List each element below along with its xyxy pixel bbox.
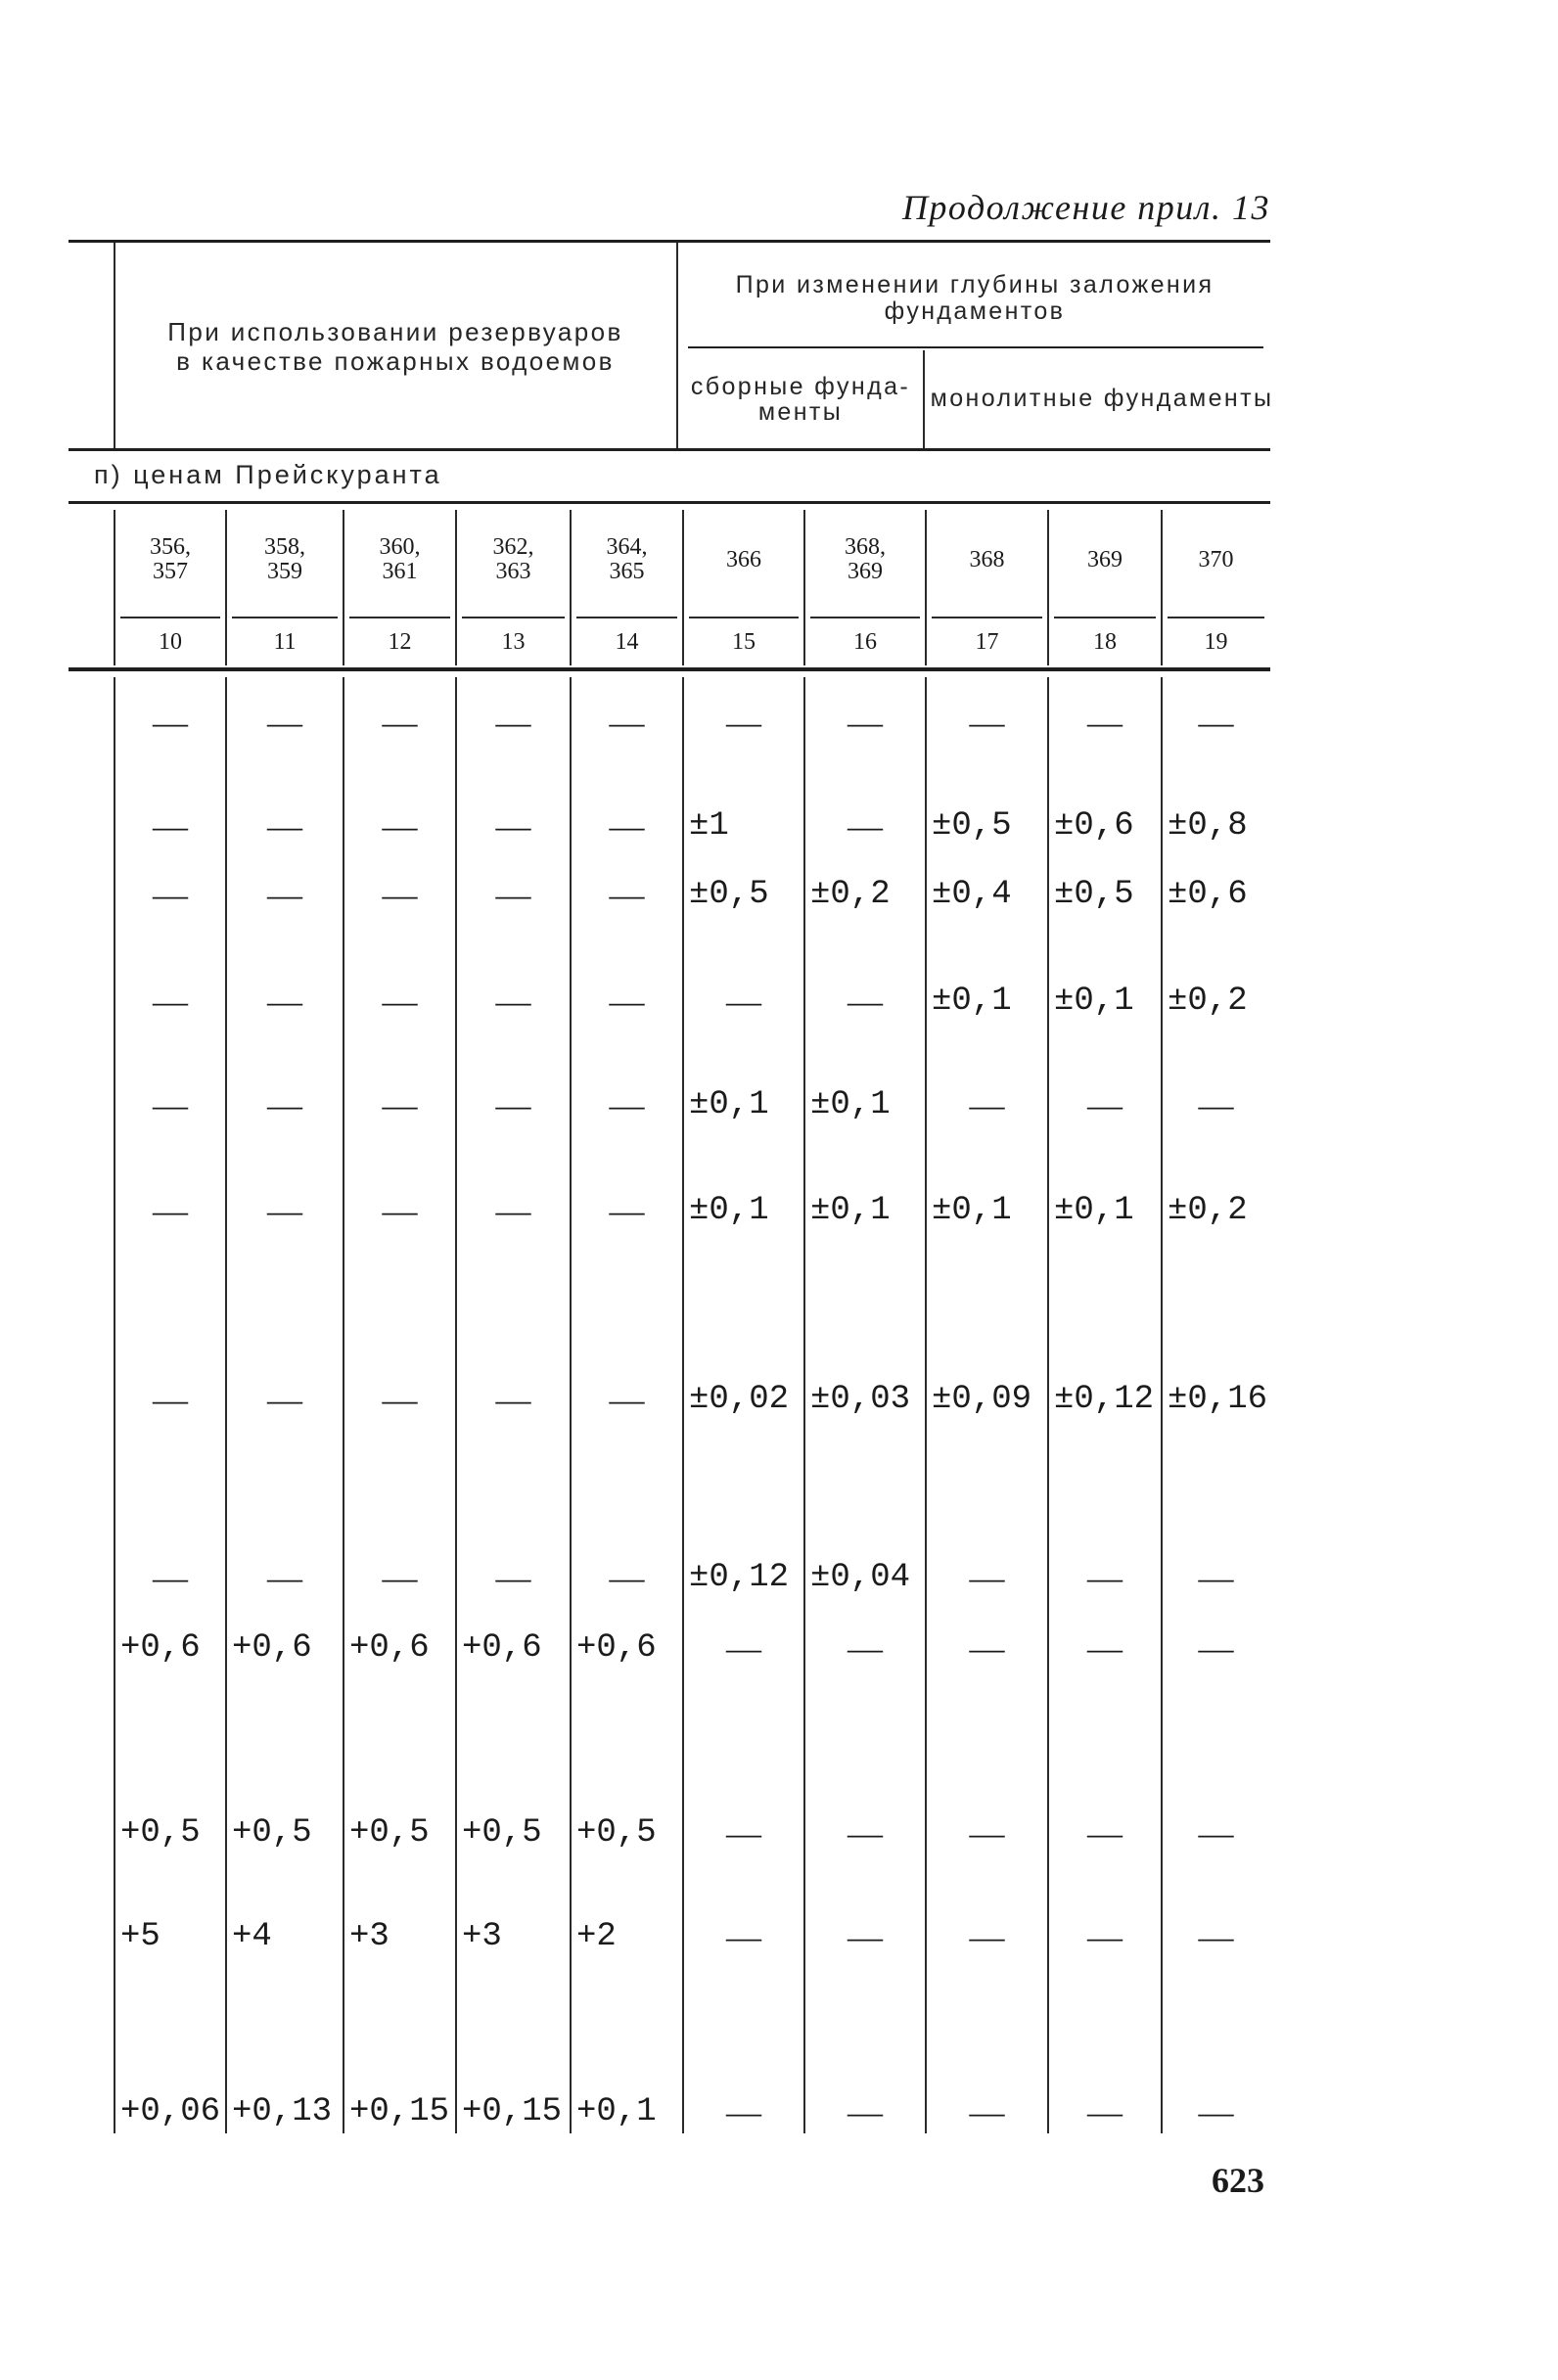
table-cell: — [1198,1628,1234,1668]
table-cell: — [969,1085,1005,1124]
table-cell: — [382,1380,418,1419]
continuation-title: Продолжение прил. 13 [901,188,1270,227]
table-cell: — [1198,1558,1234,1597]
table-cell: — [1087,1813,1123,1853]
column-underline [810,617,920,618]
column-underline [932,617,1042,618]
table-cell: — [153,1558,188,1597]
price-list-column-line: 366 [726,546,761,572]
table-cell: — [726,1813,761,1853]
table-row [115,1625,1270,1671]
table-cell: — [382,1085,418,1124]
column-number: 13 [501,629,526,655]
table-cell: — [969,1628,1005,1668]
table-cell: ±1 [689,807,729,845]
table-cell: — [726,982,761,1021]
table-cell: — [609,1558,645,1597]
column-number: 16 [853,629,877,655]
column-number: 19 [1204,629,1228,655]
table-cell: — [609,1191,645,1230]
table-cell: — [848,2092,883,2131]
table-cell: — [153,1085,188,1124]
table-cell: ±0,02 [689,1381,790,1418]
table-cell: +2 [576,1918,617,1955]
subgroup-rule [688,346,1263,348]
table-cell: — [153,806,188,846]
table-cell: — [1087,1558,1123,1597]
page-number: 623 [1212,2161,1264,2200]
table-cell: — [609,1380,645,1419]
table-cell: ±0,12 [689,1559,790,1596]
table-cell: — [848,703,883,742]
table-row [115,1082,1270,1127]
table-cell: — [969,2092,1005,2131]
price-list-column-line: 368, [845,534,886,560]
table-cell: ±0,16 [1168,1381,1268,1418]
price-list-column-line: 365 [609,559,645,584]
table-cell: — [609,875,645,914]
table-cell: — [267,806,302,846]
table-cell: +0,6 [232,1629,312,1667]
column-underline [462,617,565,618]
table-cell: — [382,982,418,1021]
table-top-rule [69,240,1270,243]
column-number: 12 [388,629,412,655]
table-cell: — [495,982,531,1021]
price-list-column-line: 357 [153,559,188,584]
table-row [115,1555,1270,1600]
table-cell: +0,15 [462,2093,563,2130]
price-list-column-header [226,516,344,604]
table-cell: — [848,1917,883,1956]
price-list-column-line: 362, [492,534,534,560]
table-cell: — [1198,1085,1234,1124]
table-row [115,1188,1270,1233]
table-cell: +0,06 [120,2093,221,2130]
table-cell: — [382,1191,418,1230]
column-underline [349,617,450,618]
column-underline [120,617,220,618]
table-row [115,979,1270,1024]
price-list-column-line: 370 [1198,546,1234,572]
table-cell: — [1198,1813,1234,1853]
table-cell: — [153,703,188,742]
price-list-column-line: 363 [495,559,531,584]
table-cell: ±0,4 [932,876,1012,913]
table-cell: — [969,703,1005,742]
price-list-column-header [1162,516,1270,604]
table-cell: — [1087,1917,1123,1956]
table-cell: — [382,1558,418,1597]
subgroup-divider [923,350,925,448]
table-cell: +0,6 [120,1629,201,1667]
table-cell: — [1087,703,1123,742]
price-list-column-line: 369 [848,559,883,584]
price-list-column-headers [115,510,1270,666]
price-list-column-line: 369 [1087,546,1123,572]
price-list-rule [69,501,1270,504]
group-header-fire-reservoirs [115,317,675,376]
table-cell: — [1087,2092,1123,2131]
column-underline [689,617,799,618]
group-header-foundation-depth [679,272,1270,325]
table-cell: — [609,703,645,742]
column-number: 18 [1093,629,1117,655]
table-cell: ±0,2 [1168,983,1248,1020]
table-cell: — [153,982,188,1021]
price-list-column-header [344,516,456,604]
table-cell: — [267,1191,302,1230]
column-underline [1054,617,1156,618]
table-row [115,2089,1270,2134]
table-cell: — [267,703,302,742]
table-cell: — [267,982,302,1021]
table-cell: — [495,1558,531,1597]
table-cell: — [382,703,418,742]
table-cell: — [609,982,645,1021]
table-cell: +0,5 [462,1814,542,1852]
table-cell: — [153,875,188,914]
table-cell: +0,1 [576,2093,657,2130]
table-cell: — [1087,1085,1123,1124]
group-header-line: фундаментов [884,298,1066,325]
group-header-line: При использовании резервуаров [167,317,623,346]
price-list-column-header [804,516,926,604]
table-cell: — [1087,1628,1123,1668]
table-cell: ±0,04 [810,1559,911,1596]
table-cell: — [1198,1917,1234,1956]
column-underline [232,617,338,618]
table-cell: — [153,1191,188,1230]
table-cell: — [382,875,418,914]
price-list-column-line: 361 [382,559,418,584]
subgroup-header-line: монолитные фундаменты [930,385,1274,412]
table-cell: — [848,982,883,1021]
table-cell: — [609,806,645,846]
table-cell: — [267,875,302,914]
table-cell: +0,5 [232,1814,312,1852]
table-cell: — [267,1380,302,1419]
table-cell: ±0,6 [1054,807,1134,845]
subgroup-header-monolithic [930,385,1274,412]
table-cell: ±0,1 [689,1086,769,1123]
table-row [115,803,1270,848]
table-row [115,700,1270,745]
table-body [115,677,1270,2135]
table-cell: — [1198,2092,1234,2131]
table-cell: — [495,1191,531,1230]
table-cell: ±0,1 [1054,983,1134,1020]
price-list-column-line: 360, [379,534,421,560]
table-cell: — [969,1558,1005,1597]
table-cell: +4 [232,1918,272,1955]
table-cell: ±0,2 [1168,1192,1248,1229]
table-cell: ±0,5 [689,876,769,913]
table-cell: +3 [462,1918,502,1955]
table-cell: — [969,1813,1005,1853]
table-row [115,1914,1270,1959]
table-cell: ±0,2 [810,876,891,913]
table-cell: +0,5 [576,1814,657,1852]
table-cell: — [495,806,531,846]
column-number: 11 [273,629,297,655]
price-list-column-line: 356, [150,534,191,560]
table-cell: ±0,1 [810,1086,891,1123]
table-cell: +0,15 [349,2093,450,2130]
column-number: 14 [615,629,639,655]
table-cell: +0,5 [349,1814,430,1852]
table-cell: ±0,1 [689,1192,769,1229]
price-list-label: п) ценам Прейскуранта [94,460,442,489]
price-list-column-line: 364, [606,534,648,560]
table-row [115,872,1270,917]
table-cell: — [1198,703,1234,742]
table-cell: ±0,5 [932,807,1012,845]
price-list-column-header [571,516,683,604]
table-row [115,1377,1270,1422]
table-cell: +0,6 [462,1629,542,1667]
price-list-column-header [1048,516,1162,604]
table-cell: ±0,6 [1168,876,1248,913]
table-cell: ±0,1 [932,983,1012,1020]
table-cell: +3 [349,1918,390,1955]
table-cell: — [726,703,761,742]
subgroup-header-prefab [679,374,922,425]
group-header-line: При изменении глубины заложения [735,271,1214,298]
table-cell: — [495,1380,531,1419]
table-cell: — [495,703,531,742]
table-cell: — [848,806,883,846]
price-list-column-line: 359 [267,559,302,584]
table-cell: — [153,1380,188,1419]
table-header-thick-rule [69,667,1270,671]
column-number: 15 [732,629,756,655]
subgroup-header-line: менты [757,398,844,426]
table-cell: +0,6 [576,1629,657,1667]
table-cell: — [969,1917,1005,1956]
table-cell: +0,13 [232,2093,333,2130]
column-underline [576,617,677,618]
table-cell: — [726,1628,761,1668]
table-row [115,1810,1270,1855]
table-cell: +0,5 [120,1814,201,1852]
table-cell: ±0,8 [1168,807,1248,845]
table-cell: +0,6 [349,1629,430,1667]
price-list-column-line: 368 [969,546,1005,572]
table-cell: — [495,875,531,914]
column-number: 17 [975,629,999,655]
table-cell: — [382,806,418,846]
table-cell: — [267,1085,302,1124]
table-cell: +5 [120,1918,160,1955]
table-cell: ±0,03 [810,1381,911,1418]
price-list-column-header [926,516,1048,604]
header-group-divider [676,243,678,448]
column-underline [1168,617,1264,618]
price-list-column-header [456,516,571,604]
header-bottom-rule [69,448,1270,451]
table-cell: ±0,12 [1054,1381,1155,1418]
table-cell: ±0,1 [810,1192,891,1229]
table-cell: ±0,5 [1054,876,1134,913]
table-cell: — [848,1813,883,1853]
subgroup-header-line: сборные фунда- [690,373,911,400]
table-cell: — [495,1085,531,1124]
table-cell: ±0,1 [932,1192,1012,1229]
price-list-column-header [115,516,226,604]
table-cell: — [726,2092,761,2131]
table-cell: — [848,1628,883,1668]
table-cell: ±0,09 [932,1381,1032,1418]
price-list-column-line: 358, [264,534,305,560]
price-list-column-header [683,516,804,604]
table-cell: — [609,1085,645,1124]
table-cell: ±0,1 [1054,1192,1134,1229]
column-number: 10 [159,629,182,655]
table-cell: — [267,1558,302,1597]
table-cell: — [726,1917,761,1956]
group-header-line: в качестве пожарных водоемов [176,346,615,376]
